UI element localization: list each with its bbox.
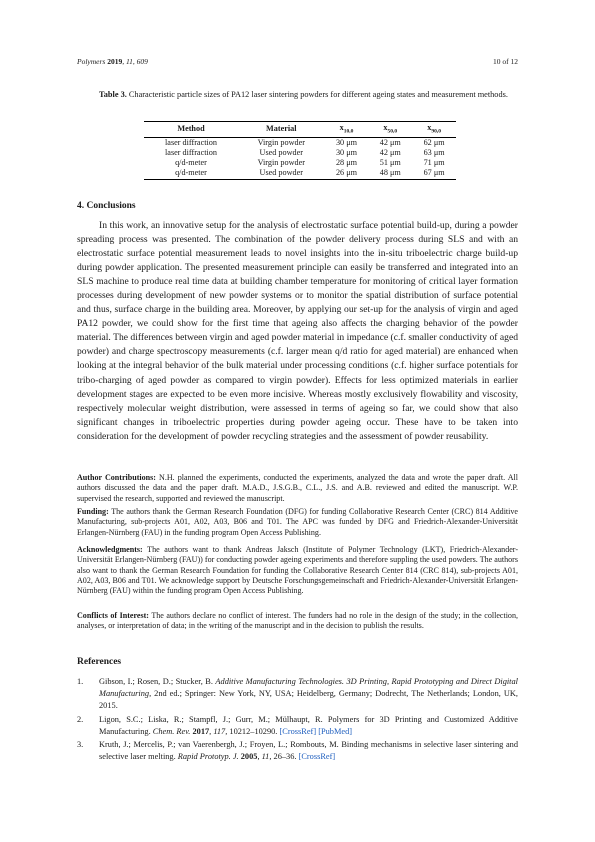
table-row	[144, 148, 456, 158]
cell-material: Virgin powder	[257, 158, 305, 168]
cell-material: Used powder	[259, 147, 303, 157]
reference-volume: 117	[213, 727, 226, 737]
reference-journal: Chem. Rev.	[152, 727, 191, 737]
col-header-x10: $x_{10,0}$	[325, 122, 369, 138]
table-row	[144, 168, 456, 180]
cell-x90: 67 μm	[412, 168, 456, 180]
table-header-row	[144, 122, 456, 138]
reference-number: 1.	[77, 677, 84, 686]
cell-x10: 28 μm	[335, 158, 357, 168]
conflicts-text: The authors declare no conflict of interest. The funders had no role in the design of the study; in the collection, analyses, or interpretation of data; in the writing of the manuscript and in the decision to publish the results.	[77, 611, 518, 631]
table-row	[144, 137, 456, 148]
acknowledgments	[77, 545, 518, 597]
cell-x90: 71 μm	[423, 158, 445, 168]
reference-text: Ligon, S.C.; Liska, R.; Stampfl, J.; Gurr, M.; Mülhaupt, R. Polymers for 3D Printing and Customized Additive Manufacturing. Chem. Rev. 2017, 117, 10212–10290. [CrossRef] [PubMed]	[99, 715, 518, 737]
table-caption-text: Characteristic particle sizes of PA12 laser sintering powders for different ageing states and measurement methods.	[126, 90, 508, 99]
table-row	[144, 158, 456, 168]
reference-item	[77, 739, 518, 763]
acknowledgments-label: Acknowledgments:	[77, 545, 143, 554]
col-header-method: Method	[144, 122, 238, 138]
journal-year: 2019	[107, 57, 123, 66]
cell-method: q/d-meter	[144, 168, 238, 180]
reference-journal: Rapid Prototyp. J.	[177, 752, 239, 762]
acknowledgments-text: The authors want to thank Andreas Jaksch (Institute of Polymer Technology (LKT), Friedrich-Alexander-Universität Erlangen-Nürnberg (FAU)) for conducting powder ageing experiments and therefore suppling the used powders. The authors also want to thank the German Research Foundation for funding the Collaborative Research Center 814 (CRC 814), sub-projects A01, A02, A03, B06 and T01. We acknowledge support by Deutsche Forschungsgemeinschaft and Friedrich-Alexander-Universität Erlangen-Nürnberg (FAU) within the funding program Open Access Publishing.	[77, 545, 518, 596]
cell-x90: 62 μm	[423, 137, 445, 147]
col-header-material: Material	[238, 122, 325, 138]
reference-item	[77, 676, 518, 713]
particle-size-table	[144, 121, 456, 180]
reference-number: 3.	[77, 740, 84, 749]
reference-year: 2017	[192, 727, 210, 737]
cell-method: q/d-meter	[175, 158, 207, 168]
cell-x10: 30 μm	[335, 137, 357, 147]
cell-x50: 51 μm	[379, 158, 401, 168]
journal-name: Polymers	[77, 57, 106, 66]
col-header-x50: $x_{50,0}$	[368, 122, 412, 138]
funding-text: The authors thank the German Research Foundation (DFG) for funding Collaborative Research Center (CRC) 814 Additive Manufacturing, sub-projects A01, A02, A03, B06 and T01. The APC was funded by DFG and Friedrich-Alexander-Universität Erlangen-Nürnberg (FAU) in the funding program Open Access Publishing.	[77, 507, 518, 537]
conflicts-label: Conflicts of Interest:	[77, 611, 149, 620]
author-contributions-label: Author Contributions:	[77, 473, 156, 482]
cell-x50: 48 μm	[368, 168, 412, 180]
cell-method: laser diffraction	[165, 147, 217, 157]
reference-number: 2.	[77, 715, 84, 724]
cell-x10: 30 μm	[335, 147, 357, 157]
conflicts-of-interest	[77, 611, 518, 632]
funding-label: Funding:	[77, 507, 109, 516]
page-counter: 10 of 12	[493, 57, 518, 66]
volume-pages: , 11, 609	[122, 57, 148, 66]
reference-year: 2005	[240, 752, 258, 762]
reference-book-title: Additive Manufacturing Technologies. 3D Printing, Rapid Prototyping and Direct Digital Manufacturing	[99, 677, 518, 699]
crossref-link[interactable]: [CrossRef]	[298, 752, 336, 762]
table-caption-label: Table 3.	[99, 90, 127, 99]
author-contributions	[77, 473, 518, 504]
table-caption	[99, 89, 519, 100]
cell-x50: 42 μm	[379, 137, 401, 147]
pubmed-link[interactable]: [PubMed]	[318, 727, 353, 737]
cell-material: Used powder	[238, 168, 325, 180]
references-heading: References	[77, 657, 122, 667]
running-header-citation	[77, 57, 148, 66]
cell-x50: 42 μm	[379, 147, 401, 157]
crossref-link[interactable]: [CrossRef]	[279, 727, 317, 737]
col-header-x90: $x_{90,0}$	[412, 122, 456, 138]
reference-text: Gibson, I.; Rosen, D.; Stucker, B. Additive Manufacturing Technologies. 3D Printing, Rapid Prototyping and Direct Digital Manufacturing, 2nd ed.; Springer: New York, NY, USA; Heidelberg, Germany; Dodrecht, The Netherlands; London, UK, 2015.	[99, 677, 518, 711]
reference-volume: 11	[261, 752, 270, 762]
author-contributions-text: N.H. planned the experiments, conducted the experiments, analyzed the data and wrote the paper draft. All authors discussed the data and the paper draft. M.A.D., J.S.G.B., C.L., J.S. and A.B. reviewed and edited the manuscript. W.P. supervised the research, supported and reviewed the manuscript.	[77, 473, 518, 503]
cell-material: Virgin powder	[257, 137, 305, 147]
reference-item	[77, 714, 518, 738]
cell-method: laser diffraction	[165, 137, 217, 147]
conclusions-paragraph: In this work, an innovative setup for the analysis of electrostatic surface potential build-up, during a powder spreading process was presented. The combination of the powder delivery process during SLS and with an electrostatic surface potential measurement leads to novel insights into the in-situ triboelectric charge build-up during powder application. The presented measurement principle can easily be transferred and integrated into an SLS machine to produce real time data at building chamber temperature for monitoring of critical layer formation processes during development of new powder systems or to monitor the spatial distribution of surface potential and thus, surface charge in the building area. Moreover, by applying our set-up for the analysis of virgin and aged PA12 powder, we could show for the first time that ageing also affects the charging behavior of the powder material. The differences between virgin and aged powder material in impedance (c.f. smaller conductivity of aged powder) and charge spectroscopy measurements (c.f. larger mean q/d ratio for aged material) are enhanced when looking at the integral behavior of the bulk material under processing conditions (c.f. higher surface potentials for tribo-charging of aged powder as compared to virgin powder). Effects for less optimized materials in earlier development stages are expected to be even more incisive. Whereas mostly exclusively flowability and viscosity, respectively molecular weight distribution, were assessed in terms of ageing so far, we could show that also significant changes in triboelectric properties during powder ageing occur. These have to be taken into consideration for the development of powder recycling strategies and the assessment of powder reusability.	[77, 220, 518, 442]
funding-statement	[77, 507, 518, 538]
cell-x10: 26 μm	[325, 168, 369, 180]
reference-text: Kruth, J.; Mercelis, P.; van Vaerenbergh, J.; Froyen, L.; Rombouts, M. Binding mechanisms in selective laser sintering and selective laser melting. Rapid Prototyp. J. 2005, 11, 26–36. [CrossRef]	[99, 740, 518, 762]
section-heading-conclusions: 4. Conclusions	[77, 201, 136, 211]
cell-x90: 63 μm	[423, 147, 445, 157]
